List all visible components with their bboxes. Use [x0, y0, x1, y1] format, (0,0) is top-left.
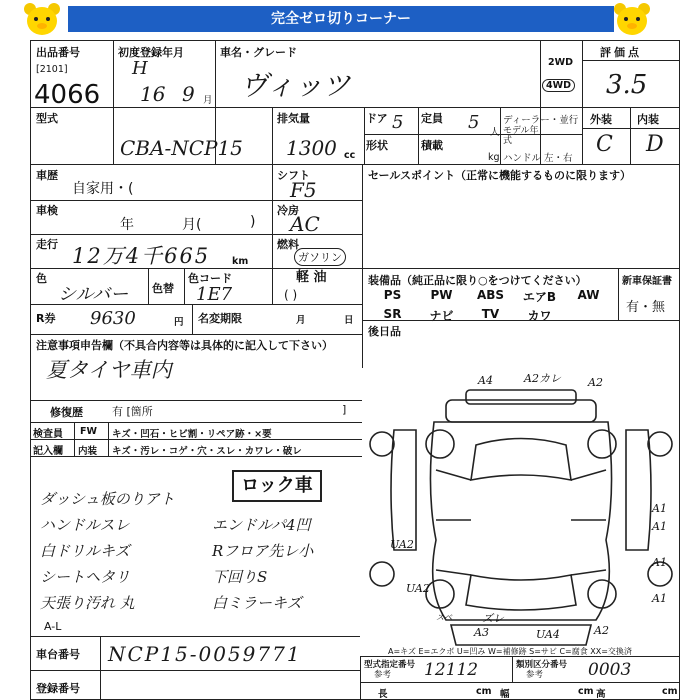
- mark-ua2-left: UA2: [390, 538, 414, 551]
- int-value: D: [646, 132, 664, 157]
- color-code-value: 1E7: [196, 284, 233, 305]
- mark-a2-bottom: A2: [594, 624, 609, 637]
- first-reg-era: H: [132, 58, 148, 79]
- displacement-label: 排気量: [277, 112, 310, 125]
- inspection-year: 年: [120, 217, 134, 233]
- notes-label: 注意事項申告欄（不具合内容等は具体的に記入して下さい）: [36, 339, 333, 352]
- registration-label: 登録番号: [36, 682, 80, 695]
- equip-aw: AW: [577, 288, 600, 302]
- listing-no-sub: [2101]: [36, 64, 68, 75]
- load-label: 積載: [421, 139, 443, 152]
- rear-seat-label: 後日品: [368, 325, 401, 338]
- mascot-bear-left-icon: [22, 2, 62, 38]
- dim-length-unit: cm: [476, 686, 492, 697]
- equip-tv: TV: [481, 307, 500, 321]
- equip-sr: SR: [383, 307, 402, 321]
- sales-point-label: セールスポイント（正常に機能するものに限ります）: [368, 169, 632, 182]
- displacement-value: 1300: [286, 136, 337, 160]
- equipment-grid: [368, 288, 614, 324]
- remark-2: ハンドルスレ: [40, 516, 130, 534]
- dim-height-unit: cm: [662, 686, 678, 697]
- equip-ps: PS: [383, 288, 402, 302]
- rating-value: 3.5: [606, 70, 648, 100]
- equip-pw: PW: [430, 288, 453, 302]
- displacement-unit: cc: [344, 150, 356, 161]
- name-value: ヴィッツ: [240, 69, 351, 102]
- record-fw: 内装: [78, 446, 98, 457]
- damage-legend: A=キズ E=エクボ U=凹み W=補修跡 S=サビ C=腐食 XX=交換済: [388, 647, 632, 656]
- shift-value: F5: [290, 178, 317, 202]
- mileage-label: 走行: [36, 238, 58, 251]
- aircon-label: 冷房: [277, 204, 299, 217]
- dim-length: 長: [378, 689, 388, 700]
- mark-a1-right3: A1: [652, 592, 667, 605]
- dealer-label: ディーラー・並行: [503, 115, 579, 126]
- equip-navi: ナビ: [429, 309, 454, 323]
- inspection-close: ): [250, 214, 256, 230]
- dim-height: 高: [596, 689, 606, 700]
- remark-7: Rフロア先レ小: [212, 542, 314, 560]
- category-ref: 参考: [526, 670, 544, 680]
- shift-label: シフト: [277, 169, 310, 182]
- aircon-value: AC: [290, 212, 320, 236]
- listing-no-value: 4066: [34, 80, 101, 110]
- load-unit: kg: [488, 152, 500, 163]
- notes-value: 夏タイヤ車内: [46, 358, 172, 382]
- inspection-label: 車検: [36, 204, 58, 217]
- remark-9: 白ミラーキズ: [212, 594, 302, 612]
- shape-label: 形状: [366, 139, 388, 152]
- name-change-label: 名変期限: [198, 312, 242, 325]
- fuel-other: ( ): [284, 288, 298, 302]
- fuel-label: 燃料: [277, 238, 299, 251]
- dim-width: 幅: [500, 689, 510, 700]
- car-damage-diagram: [366, 370, 680, 660]
- warranty-value: 有・無: [626, 300, 666, 315]
- chassis-label: 車台番号: [36, 648, 80, 661]
- inspection-month: 月(: [182, 217, 202, 233]
- capacity-label: 定員: [421, 112, 443, 125]
- recycle-value: 9630: [90, 308, 136, 329]
- mileage-value: 12万4千665: [72, 244, 211, 268]
- doors-value: 5: [392, 112, 404, 133]
- record-label: 記入欄: [33, 446, 63, 457]
- model-year-label: モデル年式: [503, 126, 539, 146]
- equip-leather: カワ: [527, 309, 552, 323]
- mark-a1-right4: A1: [652, 520, 667, 533]
- chassis-value: NCP15-0059771: [108, 642, 302, 666]
- dim-width-unit: cm: [578, 686, 594, 697]
- remark-4: シートヘタリ: [40, 568, 131, 586]
- recycle-label: R券: [36, 312, 56, 325]
- color-code-label: 色コード: [188, 272, 232, 285]
- banner-title: 完全ゼロ切りコーナー: [68, 6, 614, 32]
- mark-ua4: UA4: [536, 628, 560, 641]
- bottom-a-note: A-L: [44, 620, 62, 633]
- repair-value: 有 [箇所: [112, 405, 153, 418]
- name-change-day: 日: [344, 315, 354, 326]
- record-marks: キズ・汚レ・コゲ・穴・スレ・カワレ・破レ: [112, 446, 302, 457]
- capacity-value: 5: [468, 112, 480, 133]
- first-reg-month-unit: 月: [203, 95, 213, 106]
- history-label: 車歴: [36, 169, 58, 182]
- drive-2wd: 2WD: [548, 57, 573, 68]
- name-label: 車名・グレード: [220, 46, 297, 59]
- category-label: 類別区分番号: [516, 660, 568, 670]
- fuel-diesel: 軽 油: [296, 270, 327, 285]
- remark-5: 天張り汚れ 丸: [40, 594, 135, 612]
- capacity-unit: 人: [490, 127, 500, 138]
- fuel-gas: ガソリン: [294, 248, 346, 266]
- inspector-label: 検査員: [33, 429, 63, 440]
- remark-8: 下回りS: [212, 568, 268, 586]
- category-value: 0003: [588, 660, 632, 680]
- type-spec-value: 12112: [424, 660, 479, 680]
- lock-stamp: ロック車: [232, 470, 322, 502]
- type-spec-ref: 参考: [374, 670, 392, 680]
- name-change-month: 月: [296, 315, 306, 326]
- inspector-marks: キズ・凹石・ヒビ割・リペア跡・×要: [112, 429, 272, 440]
- remark-1: ダッシュ板のりアト: [40, 490, 175, 508]
- color-value: シルバー: [58, 284, 129, 305]
- history-value: 自家用・(: [72, 181, 134, 197]
- mark-zure: ズレ: [482, 612, 504, 625]
- model-value: CBA-NCP15: [120, 136, 243, 160]
- doors-label: ドア: [366, 112, 388, 125]
- equipment-label: 装備品（純正品に限り○をつけてください）: [368, 274, 587, 287]
- listing-no-label: 出品番号: [36, 46, 80, 59]
- mileage-unit: km: [232, 256, 249, 267]
- first-reg-label: 初度登録年月: [118, 46, 184, 59]
- int-label: 内装: [637, 113, 659, 126]
- mark-ua2-left2: UA2: [406, 582, 430, 595]
- ext-value: C: [596, 132, 613, 157]
- mark-a1-right2: A1: [652, 556, 667, 569]
- color-swap-label: 色替: [152, 282, 174, 295]
- color-label: 色: [36, 272, 47, 285]
- rating-label: 評価点: [600, 46, 642, 59]
- first-reg-year: 16: [140, 82, 166, 106]
- equip-abs: ABS: [476, 288, 505, 302]
- mark-sube: スベ: [436, 613, 452, 622]
- mascot-bear-right-icon: [612, 2, 652, 38]
- repair-label: 修復歴: [50, 406, 83, 419]
- handle-label: ハンドル 左・右: [503, 153, 573, 164]
- remark-3: 白ドリルキズ: [40, 542, 130, 560]
- remark-6: エンドルパ4凹: [212, 516, 311, 534]
- ext-label: 外装: [590, 113, 612, 126]
- type-spec-label: 型式指定番号: [364, 660, 416, 670]
- mark-a3: A3: [474, 626, 489, 639]
- first-reg-month: 9: [182, 82, 195, 106]
- warranty-label: 新車保証書: [622, 276, 672, 287]
- inspector-fw: FW: [80, 426, 97, 437]
- mark-a4-top: A4: [478, 374, 493, 387]
- repair-close: ]: [342, 403, 347, 416]
- mark-a2-top: A2: [588, 376, 603, 389]
- recycle-unit: 円: [174, 317, 184, 328]
- equip-airbag: エアB: [522, 290, 557, 304]
- drive-4wd: 4WD: [542, 79, 575, 92]
- mark-a1-right: A1: [652, 502, 667, 515]
- mark-a2-kare: A2カレ: [524, 372, 561, 385]
- model-label: 型式: [36, 112, 58, 125]
